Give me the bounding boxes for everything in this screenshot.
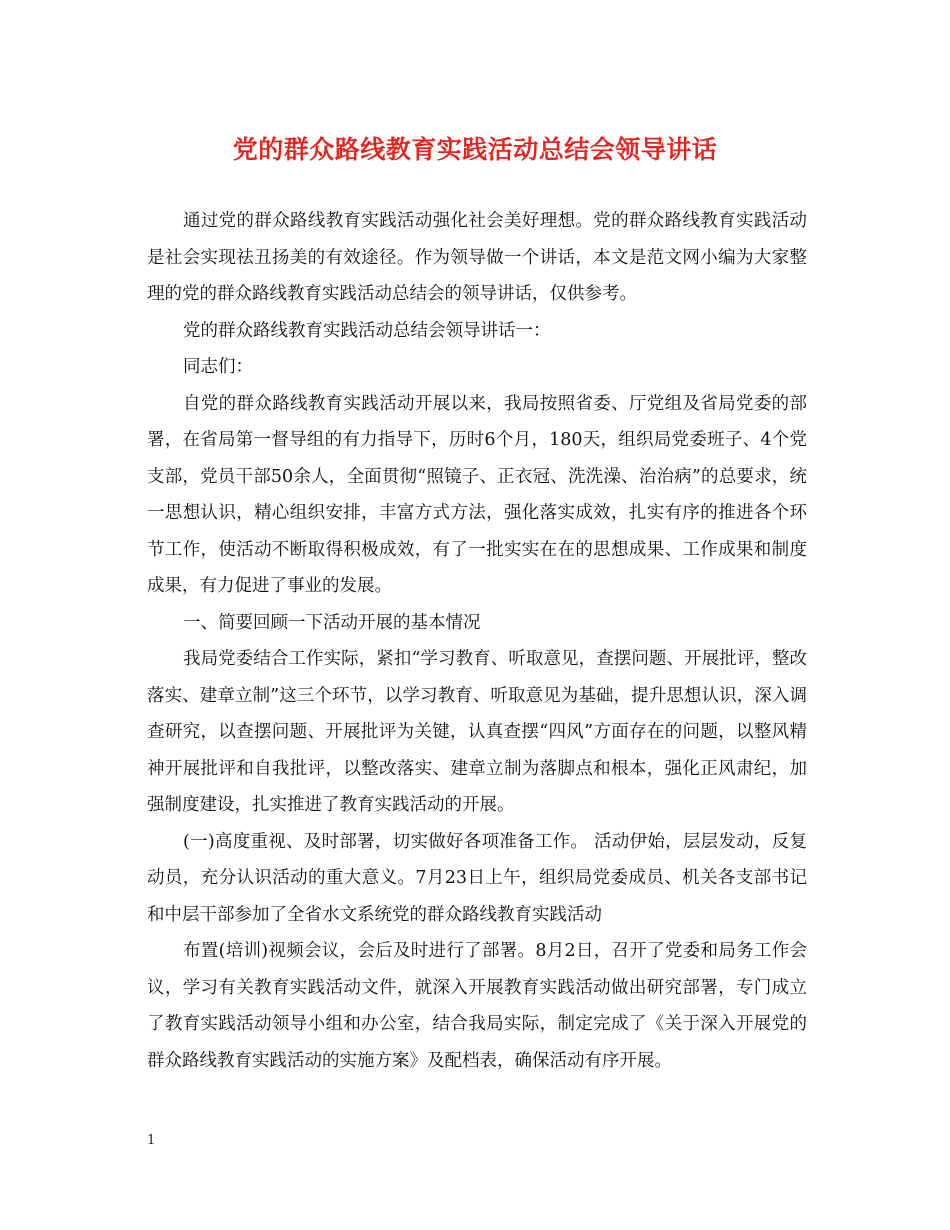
paragraph-basic-situation: 我局党委结合工作实际，紧扣“学习教育、听取意见，查摆问题、开展批评，整改落实、建章立制”这三个环节，以学习教育、听取意见为基础，提升思想认识，深入调查研究，以查摆问题、开展批评为关键，认真查摆“四风”方面存在的问题，以整风精神开展批评和自我批评，以整改落实、建章立制为落脚点和根本，强化正风肃纪，加强制度建设，扎实推进了教育实践活动的开展。 — [147, 649, 807, 815]
paragraph-section-heading: 一、简要回顾一下活动开展的基本情况 — [183, 612, 481, 633]
paragraph-overview: 自党的群众路线教育实践活动开展以来，我局按照省委、厅党组及省局党委的部署，在省局第一督导组的有力指导下，历时6个月，180天，组织局党委班子、4个党支部，党员干部50余人，全面贯彻“照镜子、正衣冠、洗洗澡、治治病”的总要求，统一思想认识，精心组织安排，丰富方式方法，强化落实成效，扎实有序的推进各个环节工作，使活动不断取得积极成效，有了一批实实在在的思想成果、工作成果和制度成果，有力促进了事业的发展。 — [147, 393, 807, 596]
document-title: 党的群众路线教育实践活动总结会领导讲话 — [232, 135, 718, 164]
paragraph-deployment: 布置(培训)视频会议，会后及时进行了部署。8月2日，召开了党委和局务工作会议，学习有关教育实践活动文件，就深入开展教育实践活动做出研究部署，专门成立了教育实践活动领导小组和办公室，结合我局实际，制定完成了《关于深入开展党的群众路线教育实践活动的实施方案》及配档表，确保活动有序开展。 — [147, 941, 807, 1071]
paragraph-speech-heading: 党的群众路线教育实践活动总结会领导讲话一： — [183, 320, 551, 341]
document-body — [147, 203, 807, 1079]
paragraph-intro: 通过党的群众路线教育实践活动强化社会美好理想。党的群众路线教育实践活动是社会实现祛丑扬美的有效途径。作为领导做一个讲话，本文是范文网小编为大家整理的党的群众路线教育实践活动总结会的领导讲话，仅供参考。 — [147, 211, 807, 304]
page-number: 1 — [147, 1133, 156, 1148]
paragraph-subsection-one: (一)高度重视、及时部署，切实做好各项准备工作。 活动伊始，层层发动，反复动员，充分认识活动的重大意义。7月23日上午，组织局党委成员、机关各支部书记和中层干部参加了全省水文系统党的群众路线教育实践活动 — [147, 831, 807, 925]
paragraph-salutation: 同志们： — [183, 357, 253, 377]
